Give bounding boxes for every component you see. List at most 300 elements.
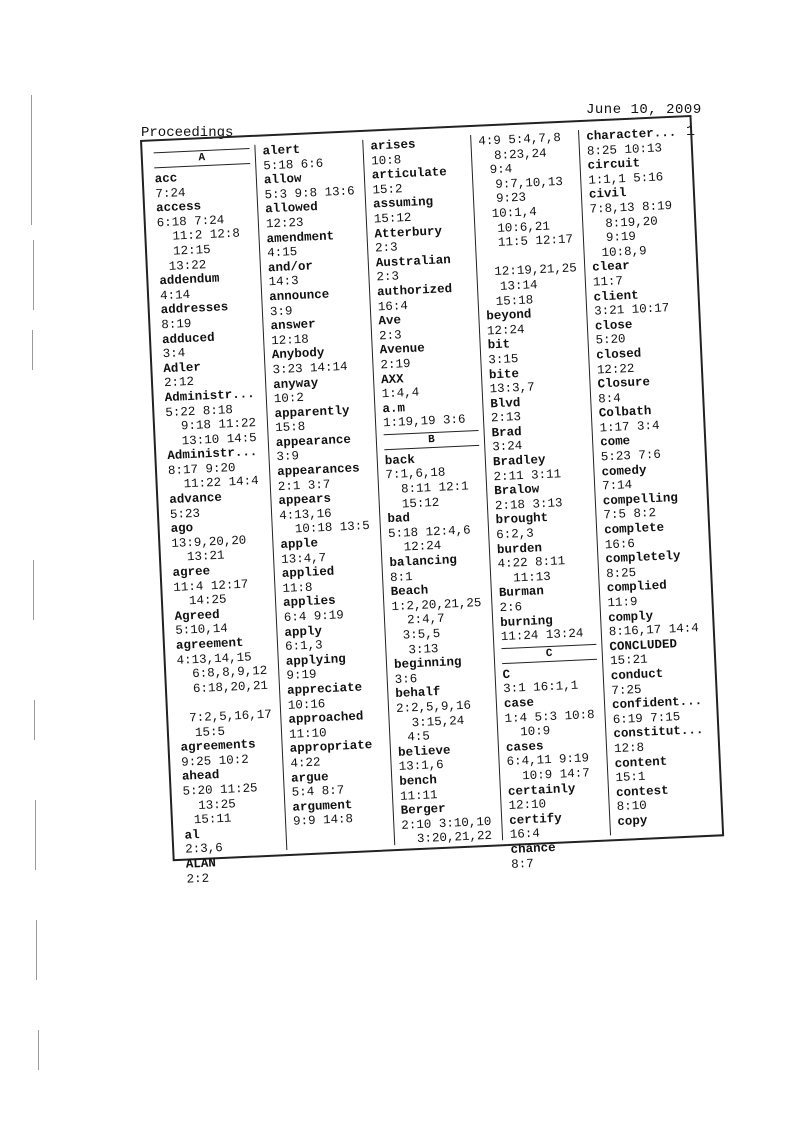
index-entry xyxy=(288,709,384,742)
page-line-refs: 14:3 xyxy=(268,274,299,290)
index-term: applying xyxy=(285,651,347,669)
index-entry xyxy=(156,197,255,274)
page-line-refs: 8:17 9:20 xyxy=(167,460,236,478)
index-entry xyxy=(277,461,373,494)
page-line-refs: 1:19,19 3:6 xyxy=(382,412,466,431)
page-line-refs: 6:18 7:24 xyxy=(156,213,225,231)
page-line-refs: 11:24 13:24 xyxy=(500,626,584,645)
index-entry xyxy=(587,155,683,188)
index-entry xyxy=(608,607,704,640)
index-term: Anybody xyxy=(271,346,325,363)
word-index-table xyxy=(140,115,724,887)
page-line-refs: 2:3 xyxy=(376,269,400,285)
page-line-refs: 10:8 xyxy=(370,152,402,169)
page-line-refs: 15:5 xyxy=(179,724,226,741)
page-line-refs: 8:4 xyxy=(597,391,622,407)
index-term: apparently xyxy=(274,403,350,421)
page-line-refs: 2:2,5,9,16 xyxy=(395,698,472,716)
page-line-refs: 7:25 xyxy=(611,682,642,698)
index-term: bit xyxy=(487,337,511,353)
page-line-refs: 9:19 xyxy=(286,667,317,684)
index-entry xyxy=(377,281,473,314)
index-term: comedy xyxy=(601,463,647,480)
page-line-refs: 8:1 xyxy=(389,569,413,585)
page-line-refs: 12:24 xyxy=(388,539,442,556)
index-entry xyxy=(610,665,706,698)
page-line-refs: 11:4 12:17 xyxy=(173,577,249,595)
index-entry xyxy=(616,781,712,814)
index-term: closed xyxy=(595,346,642,363)
index-term: applies xyxy=(282,594,336,611)
page-line-refs: 6:19 7:15 xyxy=(612,709,681,727)
index-entry xyxy=(268,257,364,290)
index-entry xyxy=(264,169,360,202)
index-entry xyxy=(265,198,361,231)
index-term: allow xyxy=(263,171,302,188)
index-term: Burman xyxy=(498,584,545,601)
index-entry xyxy=(500,611,596,644)
index-entry xyxy=(478,130,581,309)
page-line-refs: 2:6 xyxy=(499,600,523,616)
page-line-refs: 6:2,3 xyxy=(495,526,535,543)
index-term: bite xyxy=(488,366,520,382)
index-entry xyxy=(287,680,383,713)
page-line-refs: 8:10 xyxy=(616,799,648,815)
page-line-refs: 6:8,8,9,12 xyxy=(176,663,268,683)
page-line-refs: 15:12 xyxy=(373,210,412,227)
index-term: addendum xyxy=(159,271,220,289)
index-entry xyxy=(292,796,388,829)
index-entry xyxy=(154,168,251,202)
index-entry xyxy=(593,286,689,319)
page-line-refs: 16:4 xyxy=(377,298,409,314)
index-term: acc xyxy=(154,171,178,187)
page-line-refs: 2:2 xyxy=(186,871,210,887)
page-line-refs: 2:10 3:10,10 xyxy=(401,814,492,833)
index-entry xyxy=(266,228,362,261)
page-line-refs: 12:23 xyxy=(265,215,304,232)
index-entry xyxy=(486,305,582,338)
index-term: Administr... xyxy=(167,445,258,464)
index-entry xyxy=(378,310,474,343)
index-term: ago xyxy=(170,521,194,537)
index-entry xyxy=(370,135,466,168)
page-line-refs: 3:15 xyxy=(488,351,519,368)
index-term: Avenue xyxy=(379,341,426,358)
index-term: bench xyxy=(399,773,438,789)
page-line-refs: 8:16,17 14:4 xyxy=(608,621,700,640)
page-line-refs: 5:23 7:6 xyxy=(600,447,662,465)
page-line-refs: 12:8 xyxy=(613,740,645,757)
page-line-refs: 1:2,20,21,25 xyxy=(391,595,482,614)
index-term: comply xyxy=(607,608,654,625)
index-entry xyxy=(491,422,587,455)
page-line-refs: 3:6 xyxy=(394,671,418,687)
page-line-refs: 6:18,20,21 xyxy=(177,678,269,697)
index-entry xyxy=(169,489,266,523)
page-line-refs: 4:9 5:4,7,8 xyxy=(478,130,562,149)
index-entry xyxy=(381,369,477,402)
index-entry xyxy=(376,252,472,285)
index-entry xyxy=(373,194,469,227)
index-term: Brad xyxy=(491,424,522,441)
index-entry xyxy=(510,839,606,872)
index-term: Colbath xyxy=(598,404,652,421)
index-entry xyxy=(494,480,590,513)
index-entry xyxy=(284,621,380,654)
index-term: apple xyxy=(280,536,319,553)
index-entry xyxy=(282,563,378,596)
page-line-refs: 15:2 xyxy=(372,181,403,198)
page-line-refs: 5:10,14 xyxy=(175,621,229,639)
index-entry xyxy=(592,257,688,290)
page-line-refs: 5:18 6:6 xyxy=(262,156,324,174)
index-term: answer xyxy=(270,317,316,334)
page-line-refs: 13:14 15:18 xyxy=(484,277,546,309)
index-term: bad xyxy=(387,511,411,527)
index-entry xyxy=(273,373,369,406)
page-line-refs: 13:9,20,20 xyxy=(171,533,247,551)
index-entry xyxy=(490,393,586,426)
index-entry xyxy=(389,552,485,585)
index-entry xyxy=(398,741,494,774)
index-entry xyxy=(617,811,713,830)
index-term: come xyxy=(599,434,631,450)
index-entry xyxy=(390,581,488,658)
page-line-refs: 11:10 xyxy=(288,725,327,742)
index-entry xyxy=(600,432,696,465)
index-term: arises xyxy=(370,137,416,154)
index-entry xyxy=(387,508,484,556)
index-term: allowed xyxy=(264,200,319,217)
index-term: certify xyxy=(508,811,563,828)
index-entry xyxy=(174,605,271,639)
page-line-refs: 9:7,10,13 xyxy=(480,174,564,193)
index-term: advance xyxy=(169,490,223,508)
index-term: copy xyxy=(617,813,648,829)
index-entry xyxy=(495,509,591,542)
page-line-refs: 15:1 xyxy=(615,769,646,786)
scan-mark xyxy=(35,800,36,870)
index-term: Blvd xyxy=(490,395,521,412)
page-line-refs: 11:22 14:4 xyxy=(168,474,259,493)
index-entry xyxy=(160,299,257,333)
page-line-refs: 10:6,21 xyxy=(482,219,551,237)
index-term: Bralow xyxy=(493,482,540,499)
index-term: Bradley xyxy=(492,453,546,470)
index-entry xyxy=(163,358,260,392)
page-line-refs: 10:2 xyxy=(273,390,305,407)
index-term: conduct xyxy=(610,666,664,684)
index-entry xyxy=(499,582,595,615)
index-entry xyxy=(164,387,263,450)
page-line-refs: 5:3 9:8 13:6 xyxy=(264,184,355,203)
index-entry xyxy=(509,809,605,842)
page-line-refs: 11:9 xyxy=(607,594,638,611)
page-line-refs: 8:7 xyxy=(510,856,535,872)
page-line-refs: 8:19,20 xyxy=(589,214,659,232)
index-term: apply xyxy=(284,623,323,640)
page-line-refs: 12:22 xyxy=(596,361,635,378)
index-term: back xyxy=(384,452,416,469)
scan-mark xyxy=(31,95,32,225)
index-entry xyxy=(172,562,270,610)
index-term: contest xyxy=(615,783,669,800)
page-line-refs: 12:15 13:22 xyxy=(157,242,219,274)
index-term: al xyxy=(184,827,200,843)
page-line-refs: 11:11 xyxy=(399,787,438,804)
page-line-refs: 2:3,6 xyxy=(184,841,224,857)
index-term: AXX xyxy=(380,371,404,387)
index-term: character... xyxy=(585,125,677,144)
page-line-refs: 16:4 xyxy=(509,826,541,843)
index-term: completely xyxy=(605,549,681,567)
index-entry xyxy=(276,432,372,465)
index-entry xyxy=(283,592,379,625)
scan-mark xyxy=(38,1030,39,1070)
index-entry xyxy=(372,164,468,197)
index-term: anyway xyxy=(272,375,319,392)
page-line-refs: 13:21 xyxy=(171,549,225,566)
index-entry xyxy=(270,315,366,348)
page-line-refs: 9:25 10:2 xyxy=(180,752,250,770)
index-entry xyxy=(399,771,495,804)
page-line-refs: 16:6 xyxy=(604,536,636,552)
index-term: burden xyxy=(496,540,543,557)
index-entry xyxy=(604,519,700,552)
page-line-refs: 3:1 16:1,1 xyxy=(502,679,579,697)
page-line-refs: 2:3 xyxy=(374,240,398,256)
page-line-refs: 3:9 xyxy=(269,303,293,319)
index-entry xyxy=(502,664,598,697)
index-entry xyxy=(262,140,358,173)
index-entry xyxy=(400,800,497,848)
index-term: ahead xyxy=(181,768,220,785)
index-entry xyxy=(167,445,265,493)
index-term: ALAN xyxy=(185,856,217,872)
index-entry xyxy=(597,373,693,406)
index-entry xyxy=(504,693,601,741)
page-line-refs: 13:10 14:5 xyxy=(166,430,257,449)
index-entry xyxy=(379,339,475,372)
index-entry xyxy=(159,270,256,304)
index-term: amendment xyxy=(266,228,335,246)
page-line-refs: 4:15 xyxy=(266,245,298,261)
index-entry xyxy=(180,737,277,771)
page-line-refs: 3:4 xyxy=(162,346,186,362)
index-entry xyxy=(182,766,281,829)
letter-heading: B xyxy=(384,430,480,450)
page-line-refs: 10:18 13:5 xyxy=(279,519,371,538)
index-term: Administr... xyxy=(164,386,255,406)
page-line-refs: 15:21 xyxy=(609,652,648,669)
page-line-refs: 7:8,13 8:19 xyxy=(589,198,673,217)
page-line-refs: 15:12 xyxy=(386,495,440,512)
index-entry xyxy=(613,723,709,756)
page-line-refs: 9:9 14:8 xyxy=(292,812,354,830)
index-term: appropriate xyxy=(289,738,373,757)
page-line-refs: 7:24 xyxy=(155,185,186,201)
page-line-refs: 3:15,24 4:5 xyxy=(396,713,473,745)
page-line-refs: 13:25 15:11 xyxy=(182,796,244,828)
index-entry xyxy=(289,738,385,771)
index-term: circuit xyxy=(587,156,641,173)
page-line-refs: 9:18 11:22 xyxy=(165,416,257,435)
page-line-refs: 3:9 xyxy=(276,449,300,465)
index-term: adduced xyxy=(161,330,215,347)
index-entry xyxy=(609,636,705,669)
page-line-refs: 3:24 xyxy=(492,439,523,455)
page-line-refs: 4:13,14,15 xyxy=(176,650,252,668)
index-term: Australian xyxy=(375,252,452,271)
page-line-refs: 2:4,7 3:5,5 xyxy=(391,611,453,643)
index-term: approached xyxy=(288,709,364,728)
index-term: appreciate xyxy=(286,680,363,698)
index-term: certainly xyxy=(507,781,576,799)
index-term: argument xyxy=(292,797,353,815)
index-term: Atterbury xyxy=(374,223,443,242)
index-term: beginning xyxy=(393,655,462,673)
page-line-refs: 11:5 12:17 xyxy=(482,232,574,251)
page-line-refs: 4:22 xyxy=(290,755,321,771)
index-term: chance xyxy=(510,840,556,857)
page-line-refs: 12:10 xyxy=(508,797,547,814)
page-line-refs: 12:24 xyxy=(486,322,525,339)
page-line-refs: 10:9 xyxy=(504,724,551,741)
page-line-refs: 9:19 10:8,9 xyxy=(590,229,647,260)
page-line-refs: 13:1,6 xyxy=(398,758,445,775)
index-term: beyond xyxy=(486,307,532,324)
index-term: authorized xyxy=(376,281,453,300)
index-entry xyxy=(385,450,483,513)
index-term: complied xyxy=(606,578,668,596)
index-term: close xyxy=(594,317,633,334)
index-entry xyxy=(162,328,259,362)
index-term: civil xyxy=(588,186,627,203)
index-term: argue xyxy=(290,769,329,786)
index-term: complete xyxy=(603,520,665,538)
index-term: alert xyxy=(262,142,301,159)
page-line-refs: 13:4,7 xyxy=(280,550,327,567)
page-line-refs: 12:19,21,25 xyxy=(483,250,578,280)
page-line-refs: 6:1,3 xyxy=(284,638,323,655)
scan-mark xyxy=(34,700,35,740)
scan-mark xyxy=(33,240,34,310)
index-entry xyxy=(605,548,701,581)
index-entry xyxy=(508,780,604,813)
page-line-refs: 7:1,6,18 xyxy=(385,465,446,483)
index-entry xyxy=(612,694,708,727)
page-line-refs: 2:13 xyxy=(490,410,522,426)
page-line-refs: 2:12 xyxy=(163,375,195,391)
index-term: appears xyxy=(278,491,332,509)
page-line-refs: 9:23 10:1,4 xyxy=(480,190,538,222)
page-line-refs: 4:13,16 xyxy=(278,506,332,523)
page-line-refs: 10:9 14:7 xyxy=(506,766,591,784)
page-line-refs: 5:4 8:7 xyxy=(291,783,345,800)
page-line-refs: 2:1 3:7 xyxy=(277,477,331,494)
page-line-refs: 8:25 10:13 xyxy=(586,140,663,159)
page-line-refs: 10:16 xyxy=(287,696,326,713)
index-entry xyxy=(497,539,594,587)
index-term: cases xyxy=(505,739,544,755)
index-entry xyxy=(186,853,283,887)
page-line-refs: 13:3,7 xyxy=(489,380,535,397)
page-line-refs: 2:18 3:13 xyxy=(494,496,563,514)
letter-heading: C xyxy=(501,644,597,664)
index-term: clear xyxy=(591,259,631,275)
page-line-refs: 8:11 12:1 xyxy=(385,479,469,498)
index-term: Ave xyxy=(378,313,402,329)
index-term: client xyxy=(593,288,639,305)
page-line-refs: 1:17 3:4 xyxy=(599,418,660,436)
index-entry xyxy=(489,364,585,397)
index-entry xyxy=(291,767,387,800)
index-term: Berger xyxy=(400,801,446,818)
index-term: addresses xyxy=(160,300,229,318)
page-line-refs: 11:7 xyxy=(592,274,624,290)
page-line-refs: 8:23,24 9:4 xyxy=(478,145,555,178)
index-entry xyxy=(269,286,365,319)
page-line-refs: 4:22 8:11 xyxy=(497,554,566,572)
index-entry xyxy=(170,518,268,566)
document-date: June 10, 2009 xyxy=(586,102,702,118)
page-line-refs: 5:18 12:4,6 xyxy=(387,523,471,541)
page-line-refs: 1:1,1 5:16 xyxy=(587,170,664,188)
index-entry xyxy=(589,184,687,261)
page-line-refs: 7:5 8:2 xyxy=(603,506,657,523)
index-entry xyxy=(607,577,703,610)
index-entry xyxy=(595,315,691,348)
page-line-refs: 3:21 10:17 xyxy=(593,301,670,319)
page-line-refs: 1:4 5:3 10:8 xyxy=(504,707,595,726)
document-title: Proceedings xyxy=(141,125,234,141)
index-term: balancing xyxy=(389,553,458,571)
index-term: and/or xyxy=(267,259,314,276)
page-line-refs: 12:18 xyxy=(270,332,310,348)
index-entry xyxy=(601,461,697,494)
page-line-refs: 5:20 xyxy=(595,332,626,348)
index-entry xyxy=(596,344,692,377)
index-term: believe xyxy=(397,743,451,760)
index-entry xyxy=(614,752,710,785)
index-entry xyxy=(493,451,589,484)
index-term: applied xyxy=(281,564,335,582)
page-line-refs: 11:2 12:8 xyxy=(157,226,241,245)
index-term: Adler xyxy=(163,360,202,376)
page-line-refs: 1:4,4 xyxy=(381,385,420,402)
index-entry xyxy=(599,402,695,435)
index-term: burning xyxy=(499,613,554,630)
page-line-refs: 4:14 xyxy=(159,287,191,303)
index-term: Beach xyxy=(390,583,429,600)
page-line-refs: 3:23 14:14 xyxy=(272,359,348,378)
index-term: agree xyxy=(172,564,211,580)
index-term: access xyxy=(155,199,202,216)
page-line-refs: 15:8 xyxy=(274,420,306,436)
page-line-refs: 11:8 xyxy=(282,580,313,596)
index-term: announce xyxy=(268,287,330,305)
index-entry xyxy=(176,635,277,741)
index-term: compelling xyxy=(602,490,679,509)
page-line-refs: 7:14 xyxy=(601,478,633,494)
index-entry xyxy=(603,490,699,523)
index-entry xyxy=(274,403,370,436)
index-term: agreements xyxy=(180,737,256,755)
page-line-refs: 8:19 xyxy=(161,316,192,333)
scan-mark xyxy=(32,330,33,370)
index-entry xyxy=(278,490,375,538)
